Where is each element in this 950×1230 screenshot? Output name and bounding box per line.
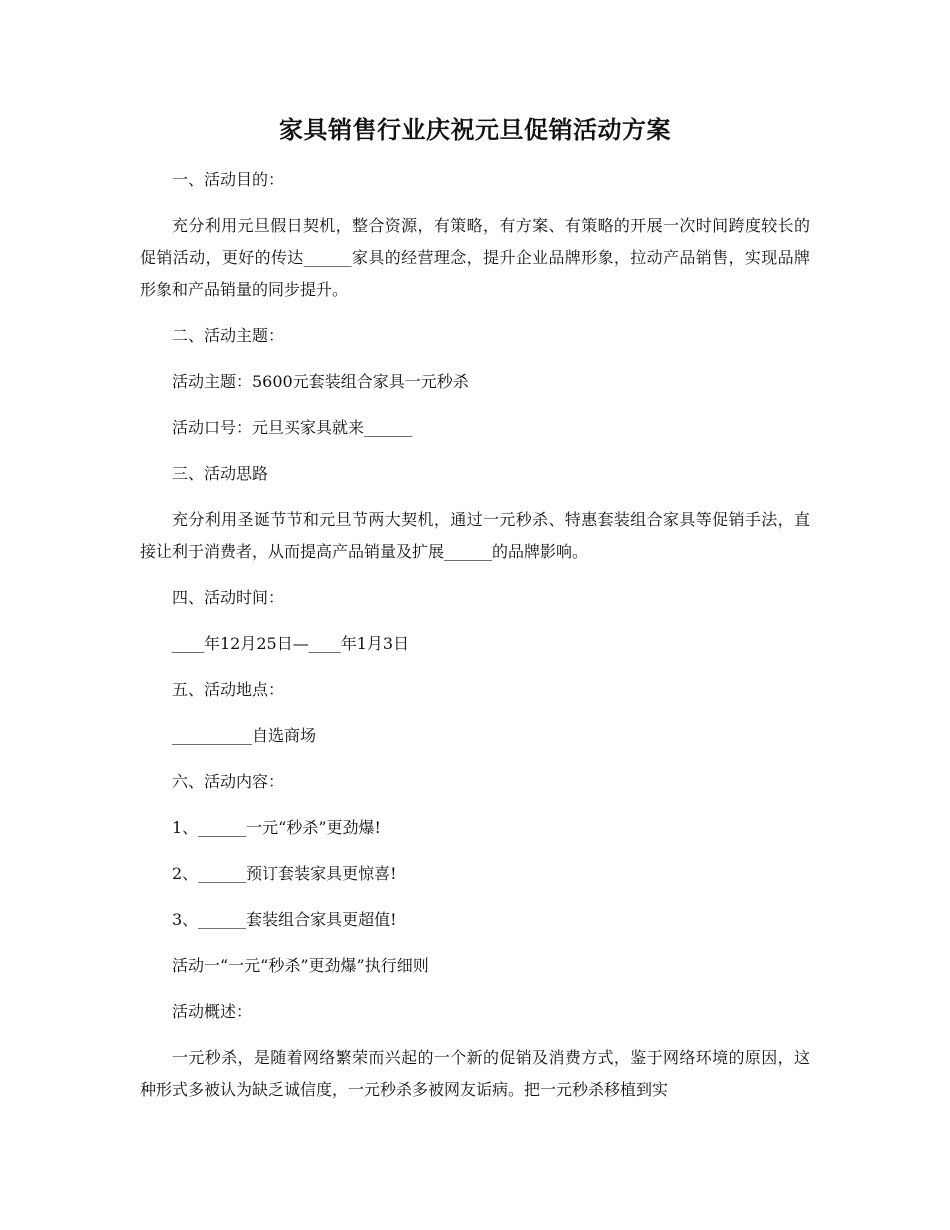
heading-content: 六、活动内容：: [172, 772, 285, 791]
paragraph-activity-overview: 一元秒杀，是随着网络繁荣而兴起的一个新的促销及消费方式，鉴于网络环境的原因，这种形式多被认为缺乏诚信度，一元秒杀多被网友诟病。把一元秒杀移植到实: [140, 1048, 810, 1099]
document-page: [140, 112, 810, 1120]
content-item-2: 2、______预订套装家具更惊喜!: [172, 864, 397, 883]
content-item-1: 1、______一元“秒杀”更劲爆!: [172, 818, 381, 837]
heading-location: 五、活动地点：: [172, 680, 285, 699]
paragraph-theme: 活动主题：5600元套装组合家具一元秒杀: [172, 372, 469, 391]
heading-approach: 三、活动思路: [172, 464, 269, 483]
paragraph-slogan: 活动口号：元旦买家具就来______: [172, 418, 413, 437]
heading-purpose: 一、活动目的：: [172, 170, 285, 189]
heading-activity-one: 活动一“一元“秒杀”更劲爆”执行细则: [172, 956, 429, 975]
content-item-3: 3、______套装组合家具更超值!: [172, 910, 397, 929]
document-title: 家具销售行业庆祝元旦促销活动方案: [279, 115, 671, 144]
paragraph-purpose: 充分利用元旦假日契机，整合资源，有策略，有方案、有策略的开展一次时间跨度较长的促销活动，更好的传达______家具的经营理念，提升企业品牌形象，拉动产品销售，实现品牌形象和产品销量的同步提升。: [140, 216, 810, 299]
paragraph-location: __________自选商场: [172, 726, 317, 745]
heading-activity-overview: 活动概述：: [172, 1002, 253, 1021]
paragraph-approach: 充分利用圣诞节节和元旦节两大契机，通过一元秒杀、特惠套装组合家具等促销手法，直接让利于消费者，从而提高产品销量及扩展______的品牌影响。: [140, 510, 810, 561]
paragraph-time: ____年12月25日—____年1月3日: [172, 634, 410, 653]
heading-time: 四、活动时间：: [172, 588, 285, 607]
heading-theme: 二、活动主题：: [172, 326, 285, 345]
